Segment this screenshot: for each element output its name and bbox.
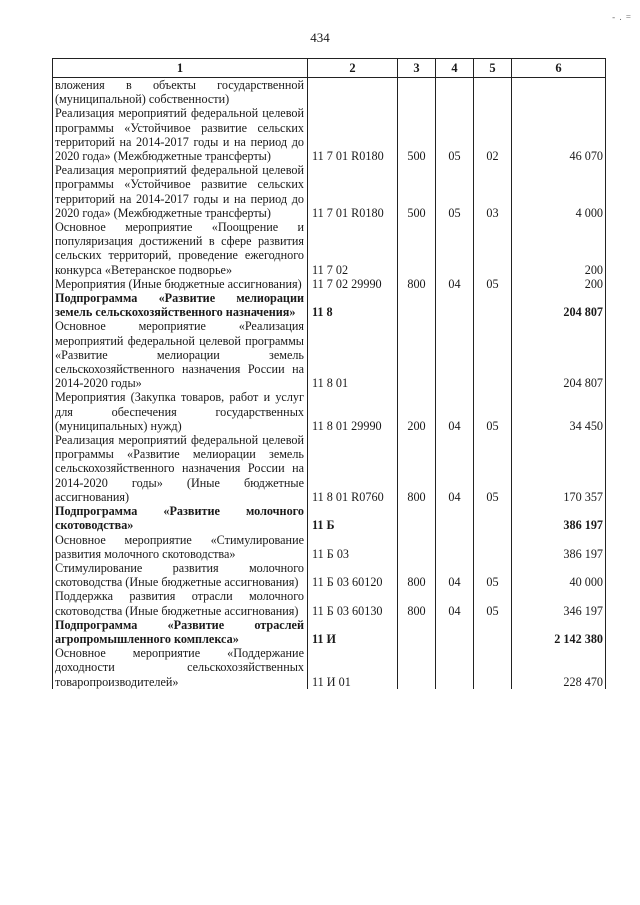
corner-mark: - . = [612, 12, 632, 22]
row-col5-cell: 02 [474, 106, 512, 163]
row-col4-cell: 04 [436, 433, 474, 504]
table-row [53, 291, 606, 319]
row-col5-cell: 03 [474, 163, 512, 220]
row-col3-cell: 500 [398, 106, 436, 163]
row-col3-cell: 200 [398, 390, 436, 433]
row-col5-cell: 05 [474, 589, 512, 617]
table-row [53, 504, 606, 532]
row-name-cell: Стимулирование развития молочного скотоводства (Иные бюджетные ассигнования) [53, 561, 308, 589]
header-col-6: 6 [512, 59, 606, 78]
row-name-cell: Поддержка развития отрасли молочного скотоводства (Иные бюджетные ассигнования) [53, 589, 308, 617]
row-col4-cell: 05 [436, 163, 474, 220]
table-row [53, 618, 606, 646]
row-col5-cell: 05 [474, 277, 512, 291]
row-sum-cell: 204 807 [512, 319, 606, 390]
row-col3-cell: 800 [398, 589, 436, 617]
row-col4-cell [436, 78, 474, 107]
row-sum-cell: 386 197 [512, 533, 606, 561]
row-sum-cell: 204 807 [512, 291, 606, 319]
table-row [53, 533, 606, 561]
page-number: 434 [310, 30, 330, 45]
row-code-cell: 11 7 02 29990 [308, 277, 398, 291]
row-code-cell: 11 8 01 R0760 [308, 433, 398, 504]
row-col3-cell [398, 319, 436, 390]
row-code-cell: 11 8 01 [308, 319, 398, 390]
row-sum-cell: 46 070 [512, 106, 606, 163]
row-col5-cell: 05 [474, 433, 512, 504]
row-name-cell: Основное мероприятие «Поддержание доходности сельскохозяйственных товаропроизводителей» [53, 646, 308, 689]
header-row [53, 59, 606, 78]
table-row [53, 561, 606, 589]
row-code-cell: 11 8 [308, 291, 398, 319]
row-col3-cell: 800 [398, 277, 436, 291]
row-col3-cell [398, 533, 436, 561]
table-row [53, 78, 606, 107]
row-col3-cell [398, 618, 436, 646]
row-name-cell: Мероприятия (Закупка товаров, работ и услуг для обеспечения государственных (муниципальных) нужд) [53, 390, 308, 433]
row-col4-cell [436, 646, 474, 689]
row-code-cell: 11 7 01 R0180 [308, 163, 398, 220]
row-col3-cell [398, 504, 436, 532]
row-col5-cell [474, 533, 512, 561]
table-row [53, 319, 606, 390]
row-col5-cell [474, 646, 512, 689]
row-col3-cell: 500 [398, 163, 436, 220]
row-col3-cell [398, 646, 436, 689]
row-code-cell: 11 И [308, 618, 398, 646]
row-name-cell: Реализация мероприятий федеральной целевой программы «Развитие мелиорации земель сельскохозяйственного назначения России на 2014-2020 годы» (Иные бюджетные ассигнования) [53, 433, 308, 504]
row-sum-cell: 346 197 [512, 589, 606, 617]
table-row [53, 277, 606, 291]
row-col3-cell [398, 291, 436, 319]
row-col4-cell: 04 [436, 561, 474, 589]
row-code-cell: 11 7 02 [308, 220, 398, 277]
row-name-cell: Основное мероприятие «Реализация мероприятий федеральной целевой программы «Развитие мелиорации земель сельскохозяйственного назначения России на 2014-2020 годы» [53, 319, 308, 390]
row-name-cell: Реализация мероприятий федеральной целевой программы «Устойчивое развитие сельских территорий на 2014-2017 годы и на период до 2020 года» (Межбюджетные трансферты) [53, 106, 308, 163]
row-col5-cell [474, 319, 512, 390]
row-col4-cell [436, 291, 474, 319]
header-col-2: 2 [308, 59, 398, 78]
header-col-5: 5 [474, 59, 512, 78]
row-code-cell: 11 И 01 [308, 646, 398, 689]
row-code-cell: 11 7 01 R0180 [308, 106, 398, 163]
row-name-cell: Подпрограмма «Развитие мелиорации земель сельскохозяйственного назначения» [53, 291, 308, 319]
row-col4-cell: 04 [436, 390, 474, 433]
row-name-cell: Основное мероприятие «Поощрение и популяризация достижений в сфере развития сельских территорий, проведение ежегодного конкурса «Ветеранское подворье» [53, 220, 308, 277]
row-code-cell: 11 Б 03 60130 [308, 589, 398, 617]
row-code-cell: 11 8 01 29990 [308, 390, 398, 433]
row-code-cell: 11 Б [308, 504, 398, 532]
row-col3-cell: 800 [398, 433, 436, 504]
row-code-cell: 11 Б 03 60120 [308, 561, 398, 589]
header-col-3: 3 [398, 59, 436, 78]
row-name-cell: Реализация мероприятий федеральной целевой программы «Устойчивое развитие сельских территорий на 2014-2017 годы и на период до 2020 года» (Межбюджетные трансферты) [53, 163, 308, 220]
row-sum-cell: 40 000 [512, 561, 606, 589]
header-col-4: 4 [436, 59, 474, 78]
row-col4-cell [436, 618, 474, 646]
row-sum-cell: 200 [512, 220, 606, 277]
row-sum-cell: 2 142 380 [512, 618, 606, 646]
row-col4-cell: 05 [436, 106, 474, 163]
row-col3-cell [398, 78, 436, 107]
row-col4-cell [436, 533, 474, 561]
row-sum-cell: 34 450 [512, 390, 606, 433]
row-sum-cell: 200 [512, 277, 606, 291]
row-name-cell: Подпрограмма «Развитие отраслей агропромышленного комплекса» [53, 618, 308, 646]
row-sum-cell: 170 357 [512, 433, 606, 504]
row-col5-cell: 05 [474, 561, 512, 589]
row-col4-cell [436, 504, 474, 532]
row-col5-cell [474, 618, 512, 646]
row-col5-cell [474, 78, 512, 107]
row-col4-cell [436, 319, 474, 390]
row-name-cell: Подпрограмма «Развитие молочного скотоводства» [53, 504, 308, 532]
row-col5-cell [474, 504, 512, 532]
table-row [53, 106, 606, 163]
row-code-cell: 11 Б 03 [308, 533, 398, 561]
row-col3-cell: 800 [398, 561, 436, 589]
row-sum-cell: 4 000 [512, 163, 606, 220]
row-sum-cell: 228 470 [512, 646, 606, 689]
row-col5-cell [474, 291, 512, 319]
table-row [53, 589, 606, 617]
row-name-cell: Основное мероприятие «Стимулирование развития молочного скотоводства» [53, 533, 308, 561]
table-row [53, 390, 606, 433]
row-col5-cell: 05 [474, 390, 512, 433]
row-col3-cell [398, 220, 436, 277]
row-sum-cell [512, 78, 606, 107]
row-col4-cell: 04 [436, 277, 474, 291]
row-sum-cell: 386 197 [512, 504, 606, 532]
header-col-1: 1 [53, 59, 308, 78]
row-name-cell: Мероприятия (Иные бюджетные ассигнования) [53, 277, 308, 291]
table-row [53, 220, 606, 277]
row-code-cell [308, 78, 398, 107]
row-col4-cell: 04 [436, 589, 474, 617]
budget-table [52, 58, 606, 689]
row-col4-cell [436, 220, 474, 277]
table-row [53, 163, 606, 220]
row-col5-cell [474, 220, 512, 277]
row-name-cell: вложения в объекты государственной (муниципальной) собственности) [53, 78, 308, 107]
table-row [53, 433, 606, 504]
table-row [53, 646, 606, 689]
